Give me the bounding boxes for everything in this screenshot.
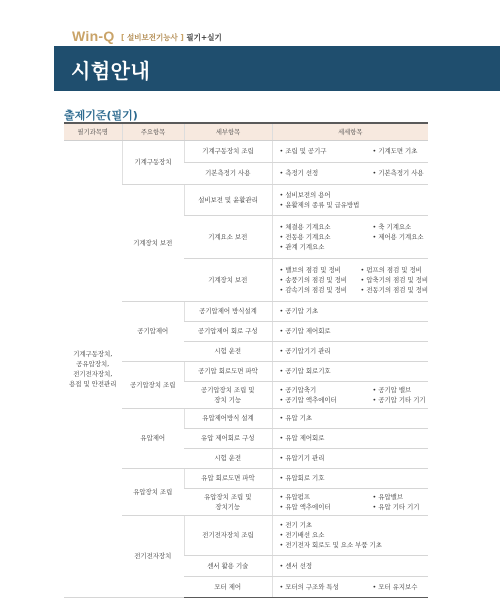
detail-column [280,433,373,443]
detail-column [373,346,429,356]
sub-item-line: 시험 운전 [214,454,242,462]
detail-cell [272,408,428,428]
detail-bullet: • 유압 제어회로 [280,433,373,443]
detail-columns [280,385,429,405]
exam-criteria-table [64,124,428,598]
detail-bullet: • 공기압축기 [280,385,373,395]
detail-bullet: • 유압기기 관리 [280,453,373,463]
bracket-open: [ [121,33,125,42]
sub-item-line: 공기압제어 방식설계 [199,307,257,315]
detail-bullet: • 센서 선정 [280,561,373,571]
main-item-cell: 유압장치 조립 [122,468,184,515]
sub-item-line: 유압 회로도면 파악 [201,474,255,482]
main-item-cell: 기계장치 보전 [122,184,184,301]
detail-cell [272,361,428,381]
detail-column [373,385,429,405]
detail-column [280,190,373,210]
sub-item-line: 장치기능 [215,502,241,511]
sub-item-line: 센서 활용 기술 [207,561,249,570]
main-item-cell: 공기압제어 [122,301,184,361]
sub-item-line: 유압 제어회로 구성 [201,434,255,442]
detail-column [280,366,373,376]
detail-bullet: • 측정기 선정 [280,168,373,178]
subject-line: 공유압장치, [76,359,110,368]
sub-item-line: 설비보전 및 윤활관리 [198,195,258,204]
detail-columns [280,433,429,443]
sub-item-line: 시험 운전 [214,347,242,355]
detail-column [373,326,429,336]
detail-cell [272,341,428,361]
brand-prefix: Win- [72,28,104,44]
sub-item-line: 기본측정기 사용 [205,169,251,177]
detail-cell [272,448,428,468]
sub-item-cell [184,140,272,162]
detail-column [373,190,429,210]
cert-name: 설비보전기능사 [124,33,181,42]
sub-item-cell [184,162,272,184]
header-detail-item: 세세항목 [272,124,428,140]
detail-cell [272,215,428,258]
table-header-row [64,124,428,140]
header-main-item: 주요항목 [122,124,184,140]
detail-cell [272,162,428,184]
main-item-cell: 기계구동장치 [122,140,184,184]
detail-bullet: • 펌프의 점검 및 정비 [361,265,428,275]
detail-column [373,168,429,178]
header-sub-item: 세부항목 [184,124,272,140]
sub-item-cell [184,408,272,428]
detail-column [373,222,429,252]
detail-column [280,492,373,512]
detail-columns [280,582,429,592]
header-subject: 필기과목명 [64,124,122,140]
detail-columns [280,306,429,316]
detail-column [373,492,429,512]
detail-column [280,326,373,336]
detail-cell [272,555,428,576]
detail-column [280,520,382,550]
detail-bullet: • 윤활제의 종류 및 급유방법 [280,200,373,210]
detail-column [373,413,429,423]
detail-columns [280,520,429,550]
detail-bullet: • 모터 유지보수 [373,582,429,592]
brand-logo [72,28,115,44]
sub-item-cell [184,576,272,597]
main-item-cell: 공기압장치 조립 [122,361,184,408]
detail-bullet: • 유압회로 기호 [280,473,373,483]
sub-item-cell [184,361,272,381]
sub-item-cell [184,215,272,258]
detail-bullet: • 유압 기타 기기 [373,502,429,512]
main-item-cell: 유압제어 [122,408,184,468]
sub-item-line: 전기전자장치 조립 [202,531,254,539]
detail-bullet: • 유압 액추에이터 [280,502,373,512]
detail-bullet: • 설비보전의 용어 [280,190,373,200]
detail-column [373,520,429,550]
detail-bullet: • 관계 기계요소 [280,242,373,252]
detail-column [280,473,373,483]
chapter-banner [54,46,500,91]
sub-item-line: 공기압 회로도면 파악 [198,367,258,375]
detail-bullet: • 조립 및 공기구 [280,146,373,156]
sub-item-line: 기계장치 보전 [208,275,248,284]
sub-item-line: 기계구동장치 조립 [202,147,254,155]
detail-bullet: • 기본측정기 사용 [373,168,429,178]
detail-column [373,473,429,483]
detail-bullet: • 송풍기의 점검 및 정비 [280,275,361,285]
detail-column [280,413,373,423]
sub-item-line: 장치 기능 [214,395,242,404]
detail-bullet: • 공기압 밸브 [373,385,429,395]
detail-bullet: • 기계도면 기초 [373,146,429,156]
subject-line: 전기전자장치, [73,369,113,378]
sub-item-cell [184,184,272,215]
detail-bullet: • 전동기의 점검 및 정비 [361,285,428,295]
detail-bullet: • 공기압 회로기호 [280,366,373,376]
detail-cell [272,301,428,321]
subject-line: 기계구동장치, [73,349,113,358]
detail-column [280,222,373,252]
detail-column [280,346,373,356]
detail-columns [280,453,429,463]
detail-column [373,453,429,463]
detail-cell [272,381,428,408]
bracket-close: ] [180,33,184,42]
detail-column [373,146,429,156]
detail-bullet: • 전기 기초 [280,520,373,530]
detail-column [280,168,373,178]
detail-bullet: • 제어용 기계요소 [373,232,429,242]
sub-item-cell [184,321,272,341]
detail-columns [280,413,429,423]
detail-columns [280,561,429,571]
sub-item-cell [184,381,272,408]
detail-column [373,306,429,316]
detail-bullet: • 공기압 기타 기기 [373,395,429,405]
detail-cell [272,321,428,341]
detail-column [280,453,373,463]
detail-cell [272,488,428,515]
subject-line: 용접 및 안전관리 [69,379,117,388]
sub-item-cell [184,468,272,488]
detail-cell [272,428,428,448]
table-body [64,140,428,597]
sub-item-cell [184,555,272,576]
detail-columns [280,222,429,252]
detail-bullet: • 유압밸브 [373,492,429,502]
detail-cell [272,515,428,555]
detail-column [280,561,373,571]
sub-item-line: 유압제어방식 설계 [202,414,254,422]
detail-bullet: • 공기압 기초 [280,306,373,316]
detail-bullet: • 공기압 액추에이터 [280,395,373,405]
detail-bullet: • 전기전자 회로도 및 요소 부품 기초 [280,540,373,550]
sub-item-cell [184,428,272,448]
detail-columns [280,190,429,210]
detail-bullet: • 감속기의 점검 및 정비 [280,285,361,295]
sub-item-line: 공기압제어 회로 구성 [197,327,258,335]
detail-columns [280,326,429,336]
detail-column [280,265,361,295]
detail-column [361,265,428,295]
detail-bullet: • 축 기계요소 [373,222,429,232]
detail-column [373,582,429,592]
sub-item-cell [184,301,272,321]
detail-bullet: • 압축기의 점검 및 정비 [361,275,428,285]
detail-column [280,385,373,405]
page-header [0,0,500,44]
sub-item-line: 공기압장치 조립 및 [201,385,255,394]
detail-bullet: • 전동용 기계요소 [280,232,373,242]
detail-columns [280,366,429,376]
sub-item-cell [184,515,272,555]
detail-columns [280,473,429,483]
detail-column [280,306,373,316]
sub-item-line: 유압장치 조립 및 [204,492,252,501]
detail-columns [280,492,429,512]
detail-column [373,561,429,571]
book-type: 필기+실기 [183,33,222,42]
main-item-cell: 전기전자장치 [122,515,184,597]
sub-item-cell [184,448,272,468]
book-subtitle [121,32,222,43]
detail-columns [280,265,429,295]
detail-bullet: • 유압 기초 [280,413,373,423]
detail-column [280,582,373,592]
sub-item-cell [184,488,272,515]
detail-bullet: • 모터의 구조와 특성 [280,582,373,592]
sub-item-cell [184,341,272,361]
detail-bullet: • 공기압 제어회로 [280,326,373,336]
detail-columns [280,346,429,356]
chapter-title: 시험안내 [71,59,151,83]
subject-cell [64,140,122,597]
detail-bullet: • 밸브의 점검 및 정비 [280,265,361,275]
table-row [64,140,428,162]
detail-cell [272,576,428,597]
detail-cell [272,258,428,301]
detail-bullet: • 체결용 기계요소 [280,222,373,232]
detail-column [280,146,373,156]
detail-bullet: • 유압펌프 [280,492,373,502]
sub-item-line: 기계요소 보전 [208,232,248,241]
brand-q: Q [103,28,115,44]
detail-cell [272,140,428,162]
detail-bullet: • 공기압기기 관리 [280,346,373,356]
detail-column [373,433,429,443]
sub-item-cell [184,258,272,301]
detail-column [373,366,429,376]
detail-columns [280,146,429,156]
detail-columns [280,168,429,178]
detail-cell [272,184,428,215]
sub-item-line: 모터 제어 [214,582,242,591]
detail-cell [272,468,428,488]
section-title: 출제기준(필기) [64,109,138,122]
detail-bullet: • 전기배선 요소 [280,530,373,540]
